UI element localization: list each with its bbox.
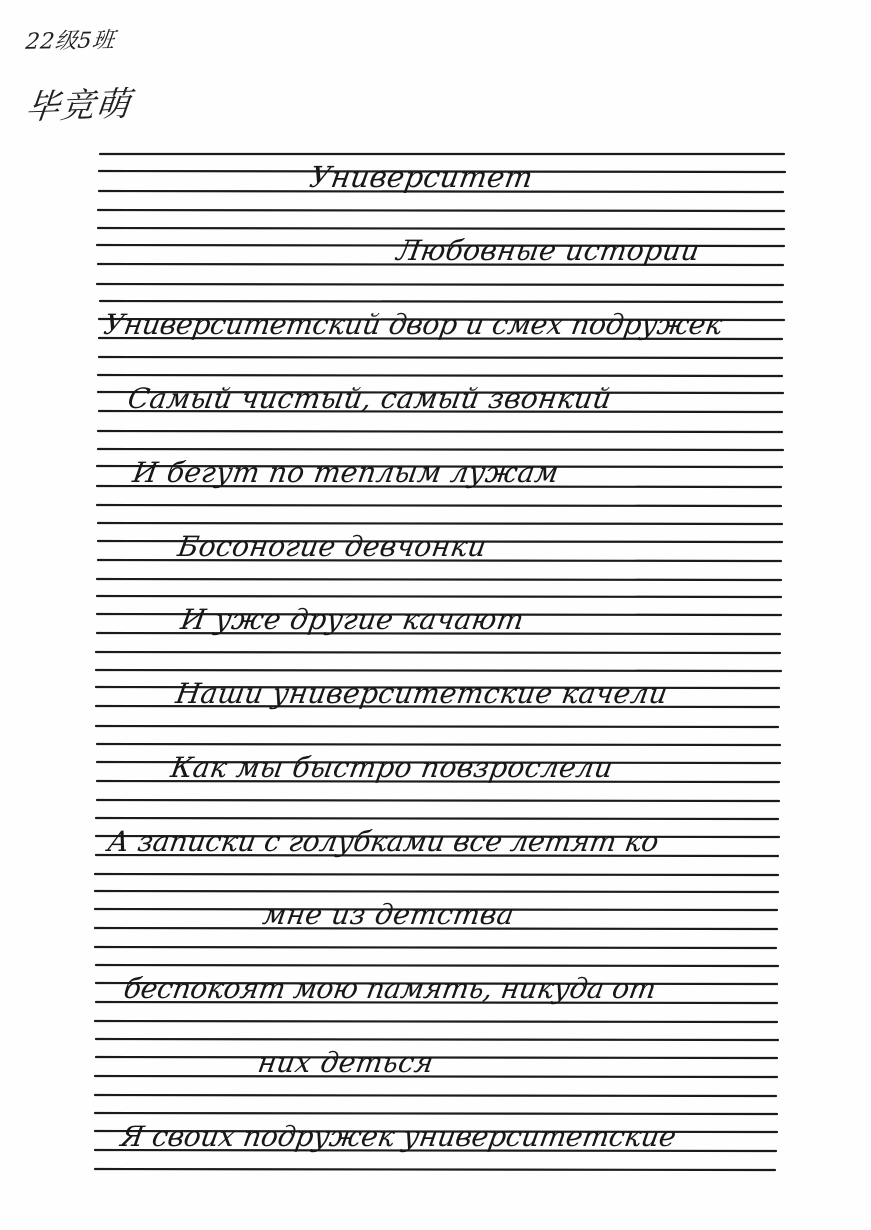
handwritten-line: них деться: [255, 1046, 437, 1079]
handwritten-line: И уже другие качают: [178, 603, 527, 636]
rule-line: [96, 670, 781, 671]
handwritten-line: Как мы быстро повзрослели: [168, 751, 616, 784]
handwritten-line: Самый чистый, самый звонкий: [125, 382, 614, 415]
handwritten-subtitle: Любовные истории: [394, 234, 703, 267]
handwritten-line: И бегут по теплым лужам: [130, 456, 562, 489]
rule-line: [97, 800, 779, 801]
rule-line: [98, 523, 782, 524]
handwritten-line: Наши университетские качели: [173, 677, 671, 710]
handwritten-line: беспокоят мою память, никуда от: [121, 972, 659, 1005]
rule-line: [98, 449, 783, 450]
handwritten-line: Я своих подружек университетские: [118, 1120, 679, 1153]
class-label: 22级5班: [24, 28, 117, 55]
rule-line: [98, 210, 784, 211]
rule-line: [95, 1113, 777, 1114]
rule-line: [96, 1057, 777, 1058]
rule-line: [98, 228, 784, 229]
handwritten-line: А записки с голубками все летят ко: [105, 825, 662, 858]
student-name: 毕竞萌: [23, 84, 133, 128]
handwritten-line: Босоногие девчонки: [175, 530, 489, 563]
rule-line: [97, 744, 780, 745]
rule-line: [99, 357, 782, 358]
rule-line: [95, 1095, 776, 1096]
rule-line: [98, 375, 782, 376]
rule-line: [96, 965, 778, 966]
rule-line: [98, 431, 782, 432]
handwritten-line: Университетский двор и смех подружек: [101, 308, 725, 341]
rule-line: [97, 284, 783, 285]
rule-line: [100, 301, 782, 302]
rule-line: [95, 1021, 777, 1022]
rule-line: [97, 505, 781, 506]
rule-line: [97, 579, 781, 580]
rule-line: [95, 891, 778, 892]
handwritten-title: Университет: [307, 160, 536, 194]
handwritten-line: мне из детства: [260, 898, 517, 931]
rule-line: [96, 726, 778, 727]
rule-line: [95, 947, 776, 948]
rule-line: [96, 1039, 778, 1040]
rule-line: [95, 1169, 775, 1170]
rule-line: [97, 596, 781, 597]
rule-line: [96, 818, 778, 819]
rule-line: [95, 874, 778, 875]
rule-line: [95, 1076, 777, 1077]
rule-line: [96, 652, 780, 653]
